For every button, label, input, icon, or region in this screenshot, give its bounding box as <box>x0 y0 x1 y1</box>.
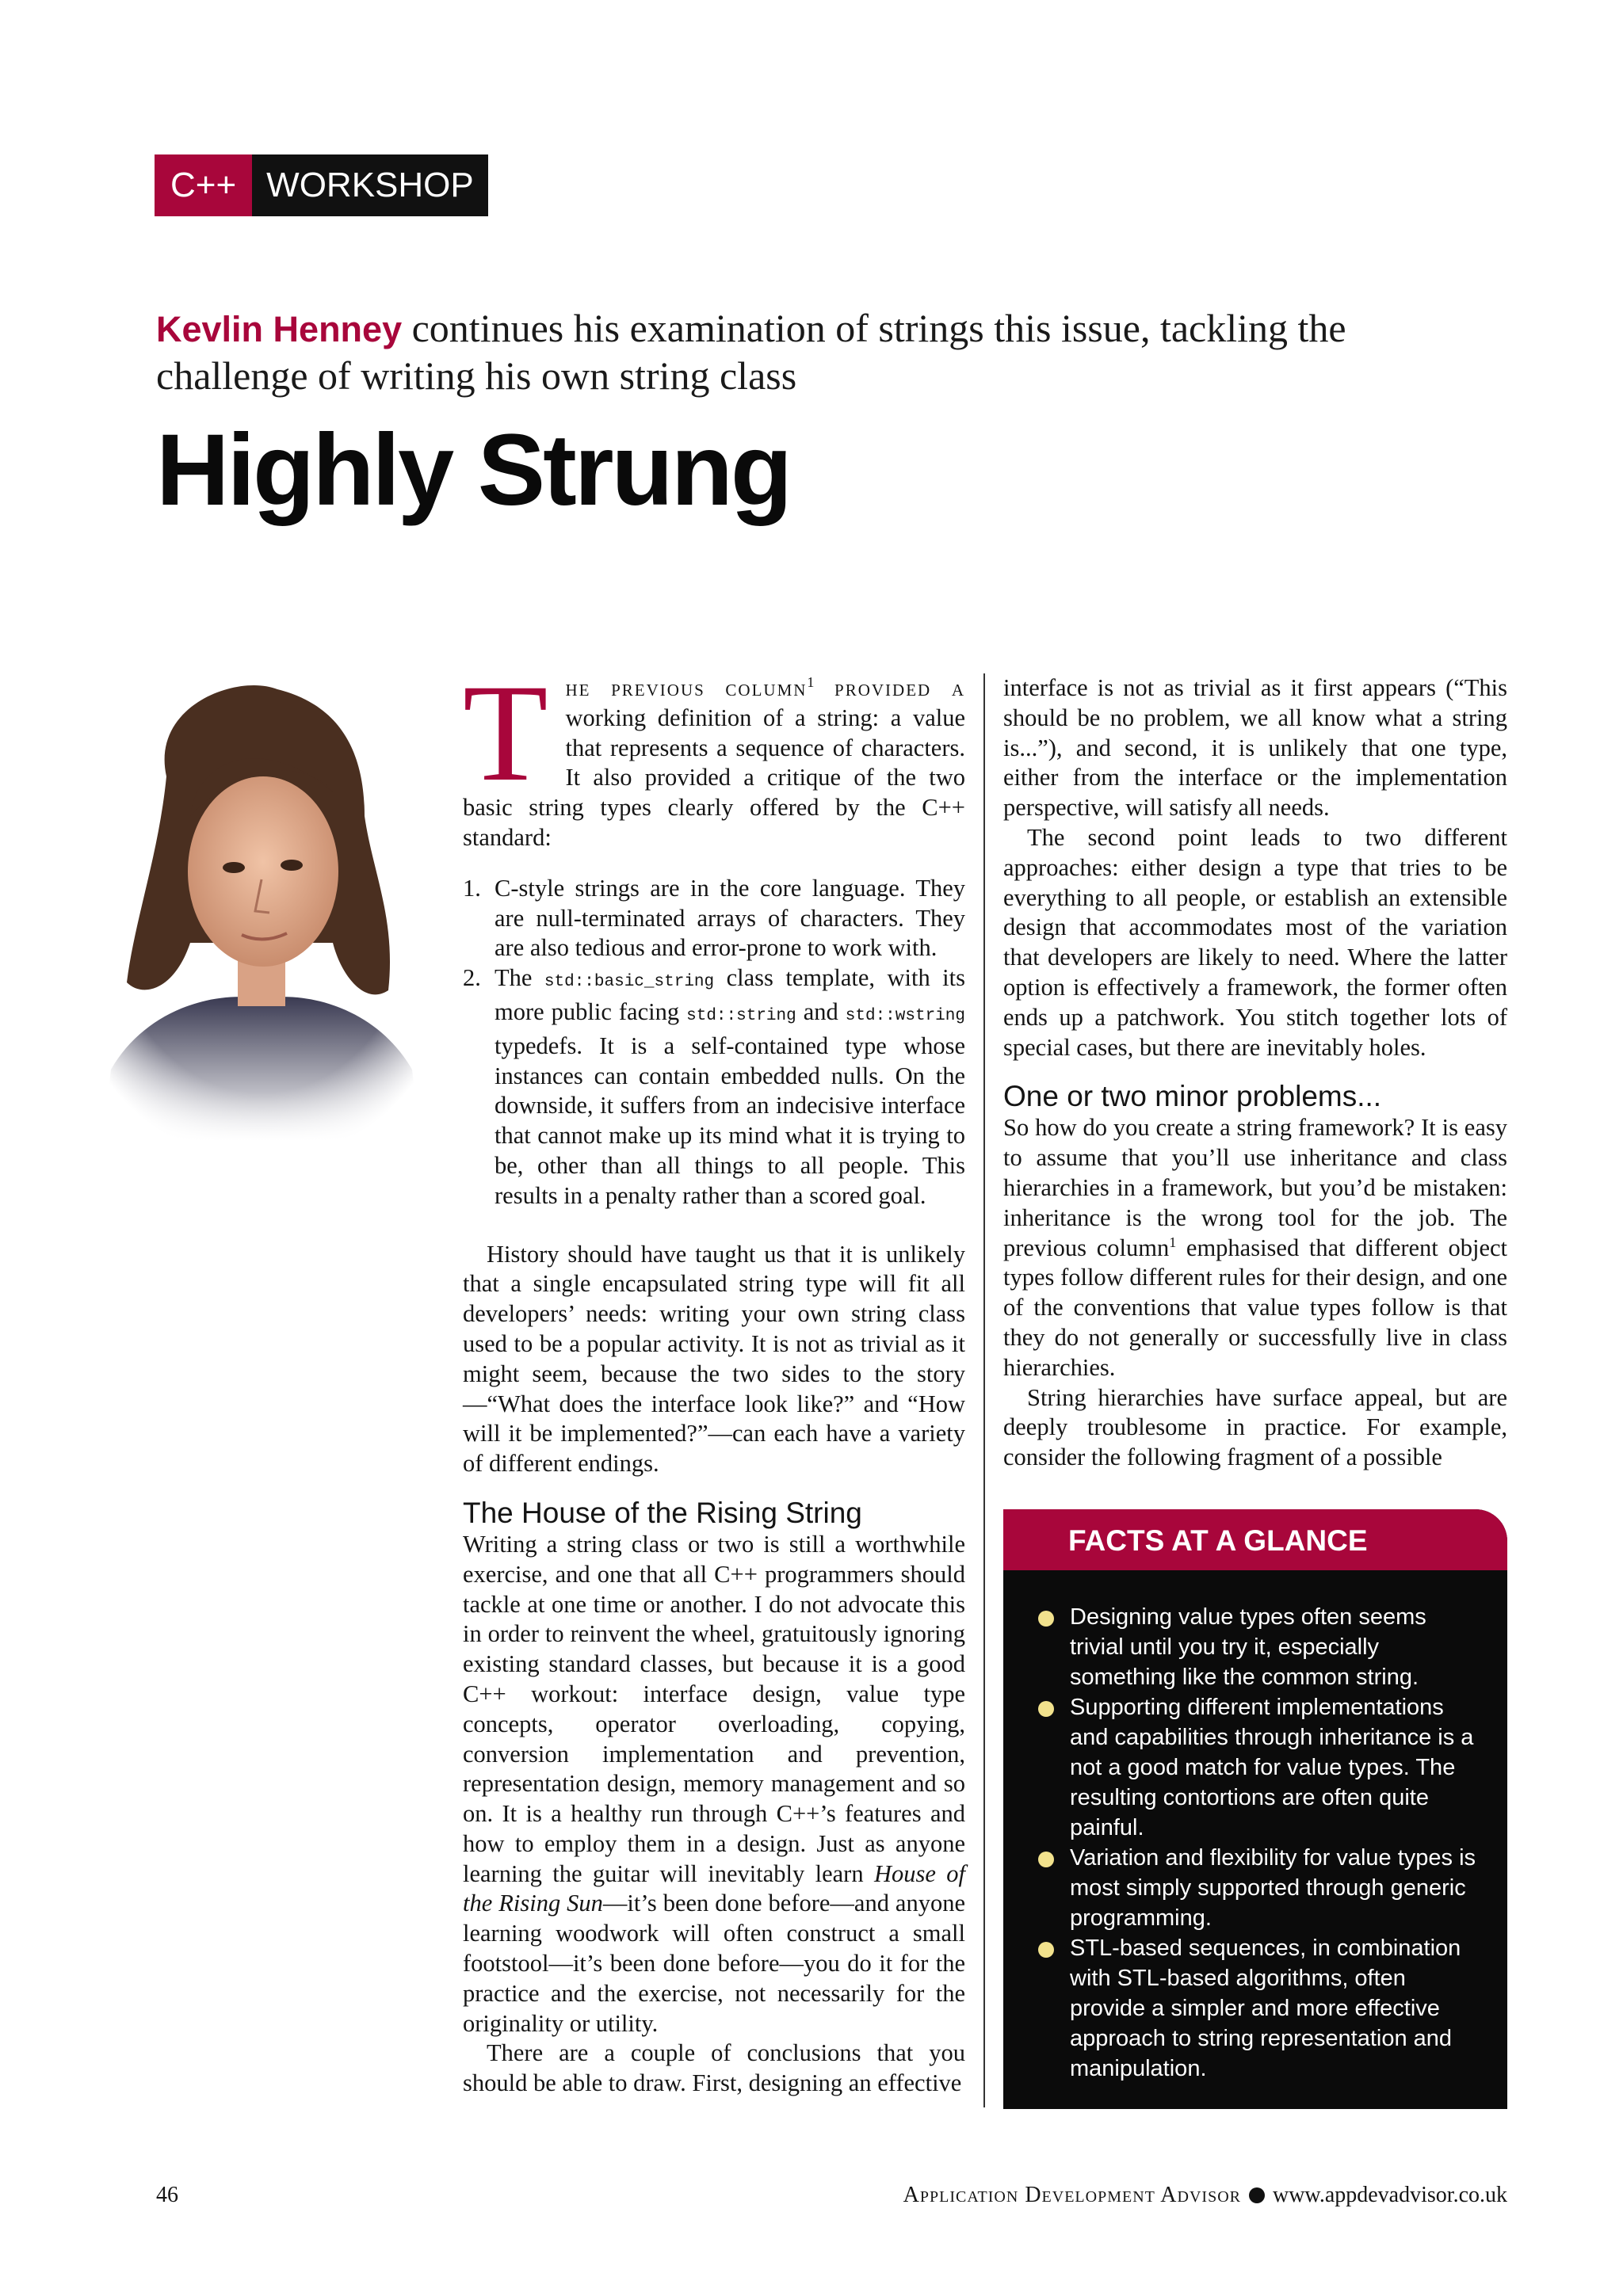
facts-item-text: Designing value types often seems trivial until you try it, especially something like the common string. <box>1070 1604 1426 1690</box>
author-portrait <box>79 658 444 1141</box>
paragraph-second-point: The second point leads to two different approaches: either design a type that tries to be everything to all people, or establish an extensible design that accommodates most of the variation that developers are likely to need. Where the latter option is effectively a framework, the former often ends up a patchwork. You stitch together lots of special cases, but there are inevitably holes. <box>1003 823 1507 1061</box>
section-prefix: C++ <box>155 154 252 216</box>
paragraph-house <box>463 1530 965 2039</box>
list-item <box>463 963 965 1211</box>
facts-list <box>1003 1570 1507 2084</box>
facts-item <box>1038 1843 1484 1933</box>
facts-item-text: Variation and flexibility for value types is most simply supported through generic programming. <box>1070 1845 1476 1931</box>
column-rule <box>983 673 985 2107</box>
standfirst <box>156 305 1456 399</box>
code-wstring: std::wstring <box>845 1006 965 1025</box>
intro-paragraph <box>463 656 965 853</box>
section-tag <box>155 154 488 216</box>
publication-name: Application Development Advisor <box>903 2183 1241 2207</box>
paragraph-couple: There are a couple of conclusions that you should be able to draw. First, designing an effective <box>463 2039 965 2097</box>
song-title: House of the Rising Sun <box>463 1859 965 1917</box>
footnote-ref: 1 <box>807 673 815 690</box>
intro-smallcaps: he previous column <box>565 674 808 701</box>
facts-item <box>1038 1933 1484 2084</box>
footer-publication <box>903 2183 1507 2208</box>
subheading-house: The House of the Rising String <box>463 1496 862 1529</box>
author-name: Kevlin Henney <box>156 309 403 349</box>
paragraph-house-text-2: —it’s been done before—and anyone learning woodwork will often construct a small footstool—it’s been done before—you do it for the practice and the exercise, not necessarily for the originality or utility. <box>463 1890 965 2037</box>
paragraph-framework-text: So how do you create a string framework? It is easy to assume that you’ll use inheritance and class hierarchies in a framework, but you’d be mistaken: inheritance is the wrong tool for the job. The previous column <box>1003 1114 1507 1261</box>
list-text: The <box>495 964 544 992</box>
facts-item-text: STL-based sequences, in combination with STL-based algorithms, often provide a simpler and more effective approach to string representation and manipulation. <box>1070 1936 1461 2081</box>
list-text: C-style strings are in the core language. They are null-terminated arrays of characters. They are also tedious and error-prone to work with. <box>495 874 965 962</box>
headline: Highly Strung <box>156 414 791 527</box>
column-1 <box>463 656 965 2099</box>
bullet-icon <box>1038 1611 1054 1627</box>
list-text: class template, with its more public facing <box>495 964 965 1025</box>
facts-item <box>1038 1602 1484 1692</box>
code-basic-string: std::basic_string <box>544 973 715 992</box>
intro-text: working definition of a string: a value that represents a sequence of characters. It also provided a critique of the two basic string types clearly offered by the C++ standard: <box>463 704 965 851</box>
facts-title: FACTS AT A GLANCE <box>1003 1509 1507 1570</box>
publication-url[interactable]: www.appdevadvisor.co.uk <box>1272 2183 1507 2207</box>
string-types-list <box>463 874 965 1211</box>
list-item <box>463 874 965 963</box>
list-text: typedefs. It is a self-contained type whose instances can contain embedded nulls. On the downside, it suffers from an indecisive interface that cannot make up its mind what it is trying to be, other than all things to all people. This results in a penalty rather than a scored goal. <box>495 1032 965 1209</box>
bullet-icon <box>1038 1942 1054 1958</box>
paragraph-continued: interface is not as trivial as it first appears (“This should be no problem, we all know what a string is...”), and second, it is unlikely that one type, either from the interface or the implementation perspective, will satisfy all needs. <box>1003 674 1507 822</box>
paragraph-history: History should have taught us that it is unlikely that a single encapsulated string type will fit all developers’ needs: writing your own string class used to be a popular activity. It is not as trivial as it might seem, because the two sides to the story—“What does the interface look like?” and “How will it be implemented?”—can each have a variety of different endings. <box>463 1240 965 1478</box>
bullet-icon <box>1249 2187 1265 2203</box>
footnote-ref: 1 <box>1169 1234 1177 1250</box>
section-name: WORKSHOP <box>252 154 488 216</box>
intro-smallcaps-2: provided a <box>814 674 965 701</box>
column-2 <box>1003 673 1507 1473</box>
paragraph-framework-text-2: emphasised that different object types follow different rules for their design, and one of the conventions that value types follow is that they do not generally or successfully live in class hierarchies. <box>1003 1234 1507 1381</box>
facts-item <box>1038 1692 1484 1843</box>
facts-item-text: Supporting different implementations and capabilities through inheritance is a not a good match for value types. The resulting contortions are often quite painful. <box>1070 1695 1474 1840</box>
bullet-icon <box>1038 1701 1054 1717</box>
paragraph-framework <box>1003 1113 1507 1383</box>
bullet-icon <box>1038 1852 1054 1867</box>
subheading-problems: One or two minor problems... <box>1003 1080 1382 1113</box>
code-string: std::string <box>686 1006 796 1025</box>
list-number: 1. <box>463 874 481 902</box>
standfirst-text: continues his examination of strings this issue, tackling the challenge of writing his own string class <box>156 306 1346 398</box>
paragraph-house-text: Writing a string class or two is still a worthwhile exercise, and one that all C++ programmers should tackle at one time or another. I do not advocate this in order to reinvent the wheel, gratuitously ignoring existing standard classes, but because it is a good C++ workout: interface design, value type concepts, operator overloading, copying, conversion implementation and prevention, representation design, memory management and so on. It is a healthy run through C++’s features and how to employ them in a design. Just as anyone learning the guitar will inevitably learn <box>463 1530 965 1887</box>
list-text: and <box>796 997 846 1025</box>
facts-box <box>1003 1509 1507 2109</box>
paragraph-hierarchies: String hierarchies have surface appeal, but are deeply troublesome in practice. For example, consider the following fragment of a possible <box>1003 1383 1507 1471</box>
drop-cap: T <box>463 656 548 810</box>
page-number: 46 <box>156 2183 178 2207</box>
list-number: 2. <box>463 964 481 992</box>
